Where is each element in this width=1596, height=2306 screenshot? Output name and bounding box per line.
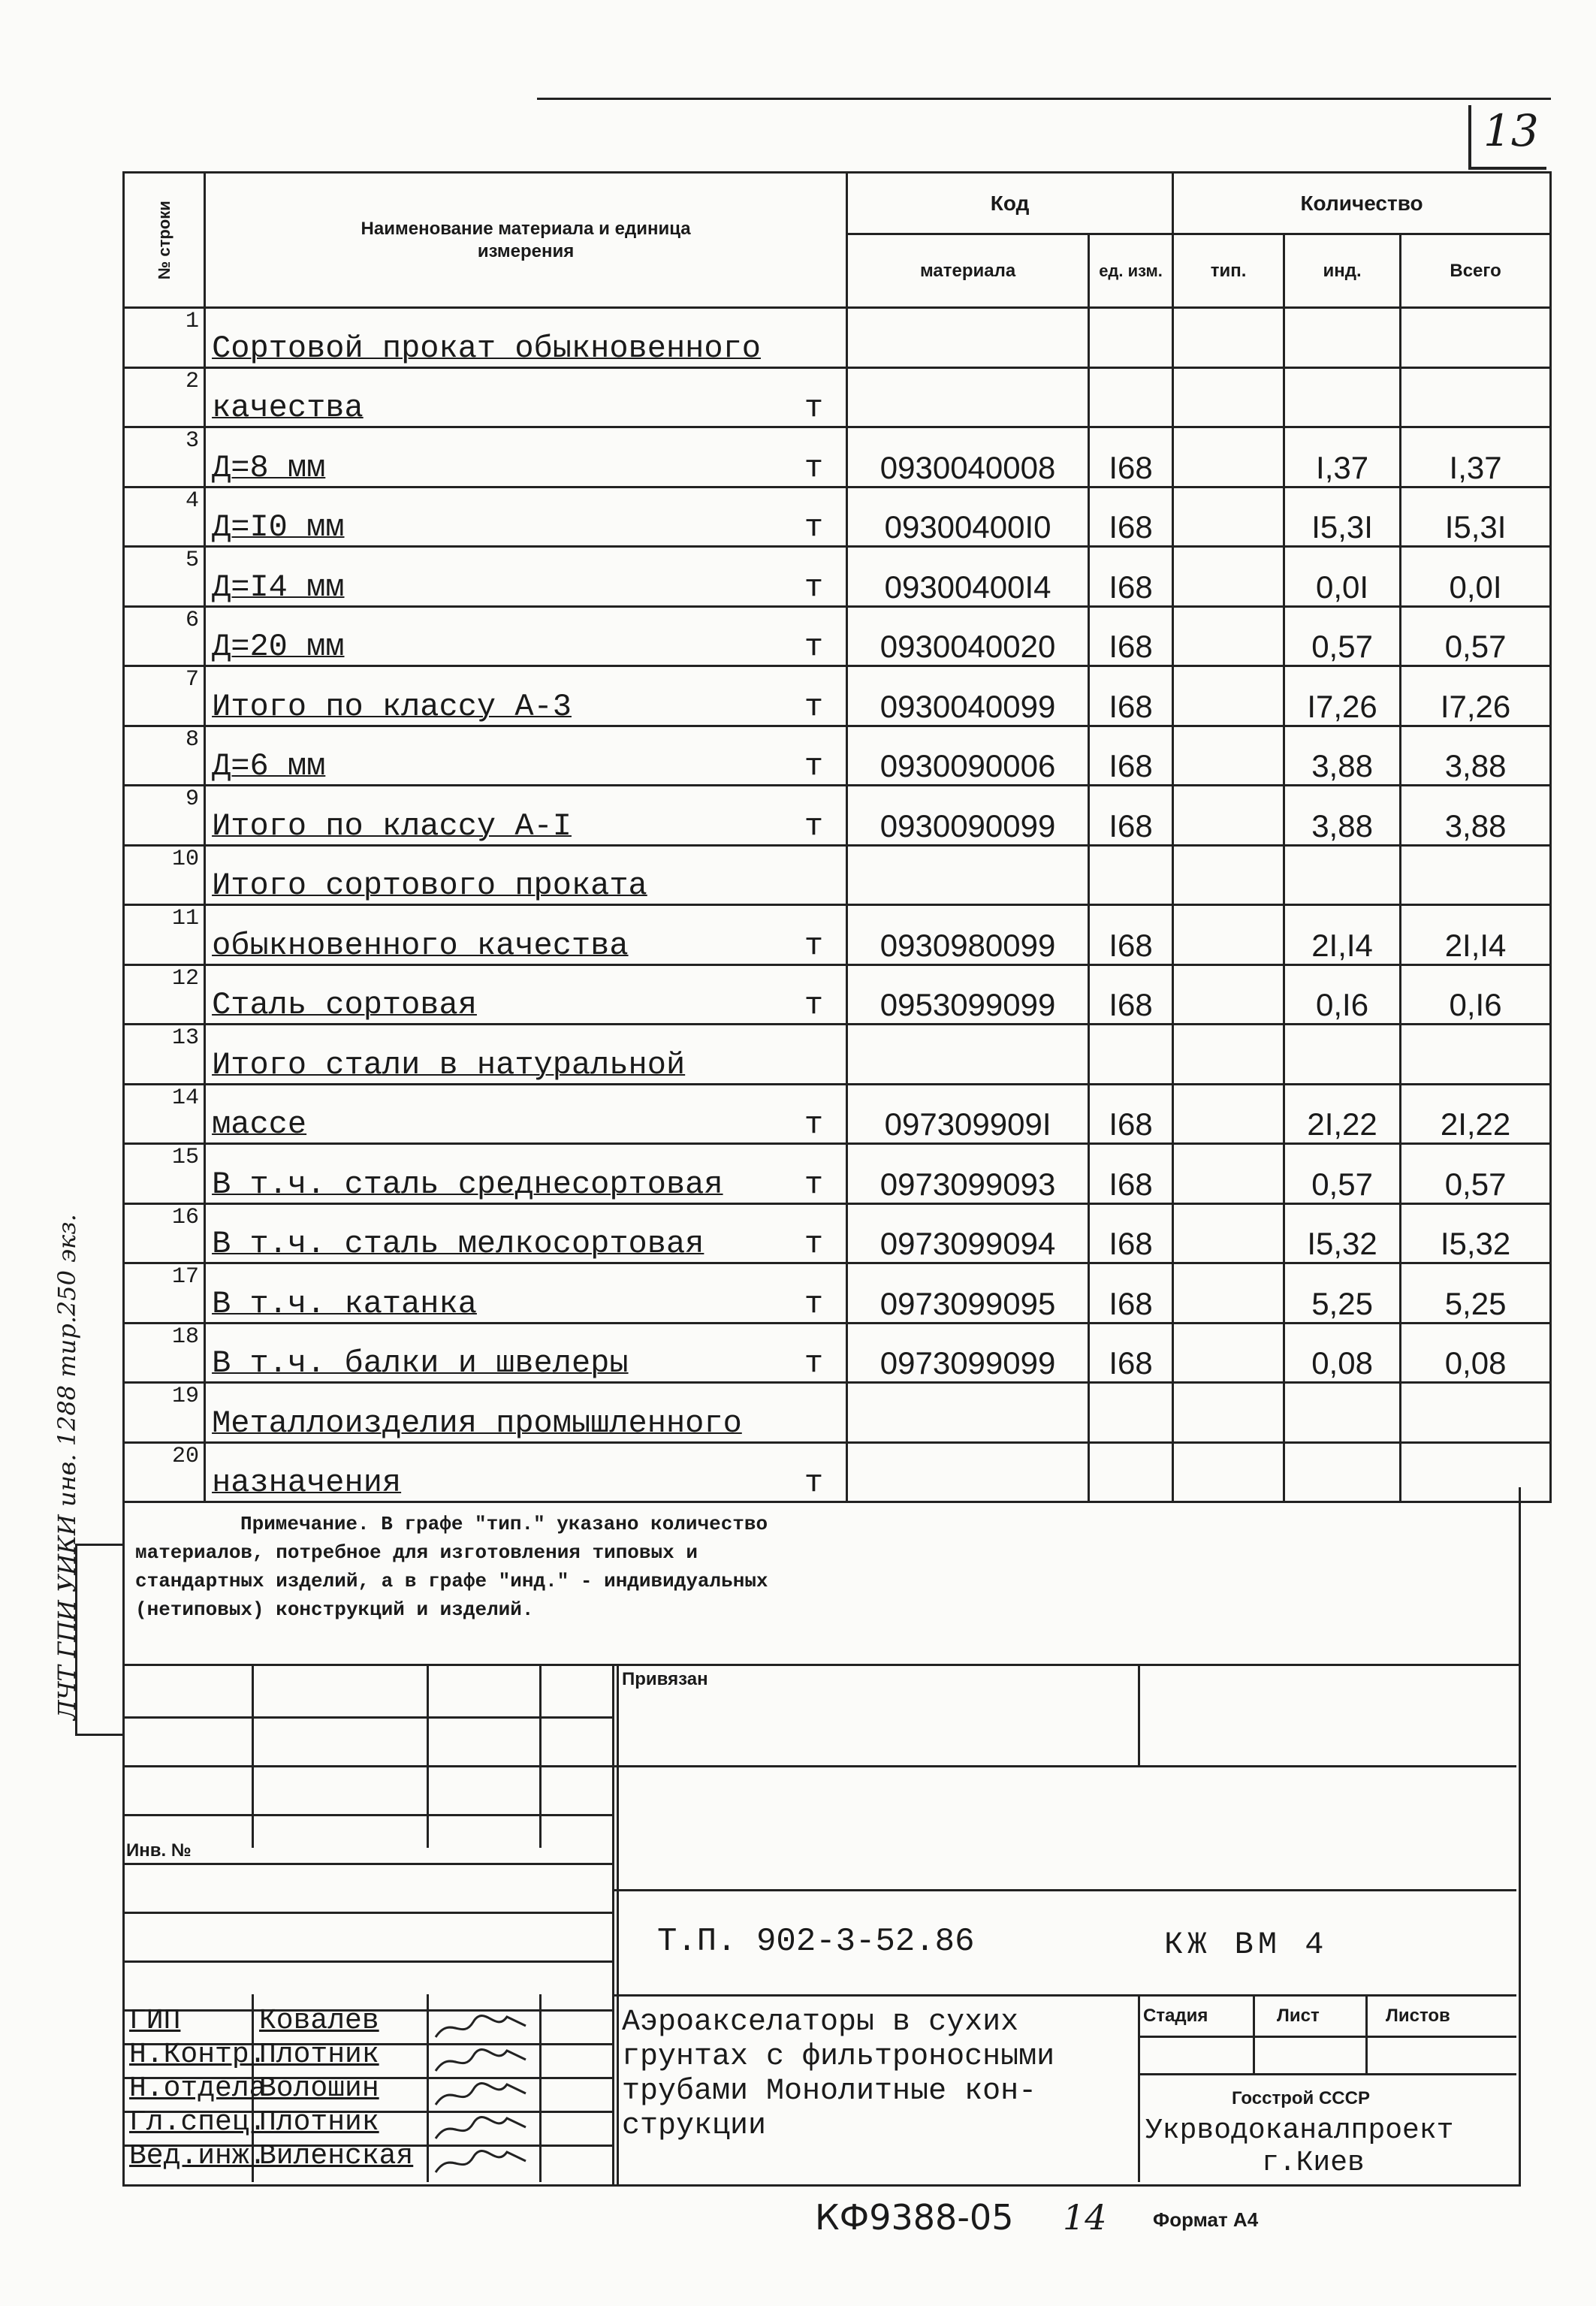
row-number: 9 — [124, 786, 205, 846]
unit-code: I68 — [1089, 666, 1173, 726]
unit-mark: т — [804, 1166, 824, 1203]
qty-typ — [1173, 487, 1284, 547]
unit-mark: т — [804, 1285, 824, 1322]
row-number: 11 — [124, 905, 205, 965]
org-ministry: Госстрой СССР — [1232, 2088, 1370, 2108]
row-number: 16 — [124, 1203, 205, 1263]
unit-mark: т — [804, 1106, 824, 1142]
material-code: 0930090006 — [847, 726, 1089, 786]
unit-mark: т — [804, 1345, 824, 1381]
qty-ind — [1284, 1025, 1401, 1085]
qty-total — [1401, 308, 1551, 368]
table-row — [124, 1263, 1551, 1324]
qty-ind — [1284, 367, 1401, 427]
staff-role: Н.отдела — [129, 2072, 267, 2105]
material-name-cell — [205, 1025, 847, 1085]
qty-total: 2I,22 — [1401, 1084, 1551, 1144]
unit-code — [1089, 1025, 1173, 1085]
qty-typ — [1173, 1084, 1284, 1144]
sheets-label: Листов — [1386, 2006, 1450, 2026]
staff-role: Вед.инж. — [129, 2140, 267, 2172]
material-code: 0930040099 — [847, 666, 1089, 726]
qty-total: I7,26 — [1401, 666, 1551, 726]
row-number: 7 — [124, 666, 205, 726]
qty-total — [1401, 845, 1551, 905]
unit-mark: т — [804, 569, 824, 605]
qty-ind: 0,57 — [1284, 606, 1401, 666]
paper-format: Формат А4 — [1153, 2208, 1259, 2231]
drawing-title — [622, 2006, 1054, 2144]
material-code: 0973099095 — [847, 1263, 1089, 1324]
table-row — [124, 964, 1551, 1025]
qty-ind — [1284, 845, 1401, 905]
note-line-1: Примечание. В графе "тип." указано количество — [240, 1513, 768, 1535]
material-name-cell — [205, 606, 847, 666]
note-line-3: стандартных изделий, а в графе "инд." - индивидуальных — [135, 1570, 768, 1592]
material-name-cell — [205, 964, 847, 1025]
qty-total: 0,57 — [1401, 606, 1551, 666]
qty-ind: I7,26 — [1284, 666, 1401, 726]
title-line-3: трубами Монолитные кон- — [622, 2075, 1037, 2108]
qty-ind: I5,3I — [1284, 487, 1401, 547]
row-number: 10 — [124, 845, 205, 905]
table-row — [124, 367, 1551, 427]
material-name: В т.ч. катанка — [212, 1285, 477, 1322]
staff-name: Волошин — [259, 2072, 379, 2105]
row-number: 1 — [124, 308, 205, 368]
unit-code: I68 — [1089, 1084, 1173, 1144]
unit-mark: т — [804, 509, 824, 545]
unit-code: I68 — [1089, 1323, 1173, 1383]
material-code: 0953099099 — [847, 964, 1089, 1025]
note-block — [135, 1510, 1021, 1624]
table-row — [124, 1383, 1551, 1443]
inventory-number-label: Инв. № — [126, 1840, 192, 1861]
qty-ind: 5,25 — [1284, 1263, 1401, 1324]
unit-mark: т — [804, 927, 824, 964]
unit-code: I68 — [1089, 726, 1173, 786]
row-number: 20 — [124, 1442, 205, 1502]
unit-code: I68 — [1089, 964, 1173, 1025]
signature-icon — [432, 2146, 529, 2179]
top-rule — [537, 98, 1551, 100]
archive-code: КФ9388-05 — [815, 2197, 1014, 2238]
qty-ind: I,37 — [1284, 427, 1401, 487]
unit-code: I68 — [1089, 1144, 1173, 1204]
org-name: Укрводоканалпроект — [1145, 2114, 1454, 2147]
qty-ind: 0,I6 — [1284, 964, 1401, 1025]
unit-code — [1089, 367, 1173, 427]
sheet-label: Лист — [1277, 2006, 1320, 2026]
qty-total: I5,3I — [1401, 487, 1551, 547]
table-row — [124, 1203, 1551, 1263]
staff-name: Плотник — [259, 2106, 379, 2138]
qty-typ — [1173, 1025, 1284, 1085]
unit-mark: т — [804, 807, 824, 844]
table-row — [124, 845, 1551, 905]
qty-total: I5,32 — [1401, 1203, 1551, 1263]
table-row — [124, 606, 1551, 666]
document-mark: КЖ ВМ 4 — [1164, 1927, 1329, 1963]
material-name: обыкновенного качества — [212, 927, 629, 964]
header-code-unit: ед. изм. — [1089, 234, 1173, 308]
staff-name: Плотник — [259, 2039, 379, 2071]
material-name: назначения — [212, 1465, 402, 1501]
material-name: Итого сортового проката — [212, 868, 647, 904]
table-row — [124, 786, 1551, 846]
header-qty-typ: тип. — [1173, 234, 1284, 308]
qty-typ — [1173, 427, 1284, 487]
table-row — [124, 1144, 1551, 1204]
footer-page-number: 14 — [1063, 2197, 1107, 2238]
material-name-cell — [205, 1084, 847, 1144]
material-name: Д=8 мм — [212, 449, 326, 486]
header-code-material: материала — [847, 234, 1089, 308]
row-number: 14 — [124, 1084, 205, 1144]
header-qty-total: Всего — [1401, 234, 1551, 308]
qty-typ — [1173, 905, 1284, 965]
material-name: В т.ч. сталь мелкосортовая — [212, 1226, 704, 1262]
material-name-cell — [205, 367, 847, 427]
note-line-4: (нетиповых) конструкций и изделий. — [135, 1598, 534, 1621]
stage-label: Стадия — [1143, 2006, 1208, 2026]
qty-total: 3,88 — [1401, 726, 1551, 786]
org-city: г.Киев — [1262, 2147, 1365, 2179]
table-row — [124, 308, 1551, 368]
qty-typ — [1173, 845, 1284, 905]
unit-mark: т — [804, 629, 824, 665]
qty-total — [1401, 1383, 1551, 1443]
material-code: 0973099094 — [847, 1203, 1089, 1263]
material-name: Д=I4 мм — [212, 569, 345, 605]
qty-ind: 2I,I4 — [1284, 905, 1401, 965]
row-number: 6 — [124, 606, 205, 666]
header-material-name: Наименование материала и единица измерения — [205, 173, 847, 308]
archive-stamp-text: ЛЧТ ГПИ УИКИ инв. 1288 тир.250 экз. — [53, 1214, 81, 1720]
material-name: Сталь сортовая — [212, 987, 477, 1023]
qty-total: 5,25 — [1401, 1263, 1551, 1324]
qty-total: 0,0I — [1401, 547, 1551, 607]
material-name: Сортовой прокат обыкновенного — [212, 330, 761, 367]
row-number: 5 — [124, 547, 205, 607]
material-name: Итого стали в натуральной — [212, 1046, 686, 1083]
qty-typ — [1173, 547, 1284, 607]
material-code: 0930090099 — [847, 786, 1089, 846]
material-name: В т.ч. балки и швелеры — [212, 1345, 629, 1381]
staff-role: Гл.спец. — [129, 2106, 267, 2138]
material-name-cell — [205, 845, 847, 905]
material-name-cell — [205, 1383, 847, 1443]
header-row-number: № строки — [124, 173, 205, 308]
signature-icon — [432, 2078, 529, 2111]
qty-typ — [1173, 726, 1284, 786]
staff-role: ГИП — [129, 2005, 181, 2037]
row-number: 15 — [124, 1144, 205, 1204]
row-number: 12 — [124, 964, 205, 1025]
row-number: 13 — [124, 1025, 205, 1085]
material-name: Итого по классу А-I — [212, 807, 572, 844]
unit-code: I68 — [1089, 786, 1173, 846]
table-row — [124, 726, 1551, 786]
material-code: 0973099099 — [847, 1323, 1089, 1383]
material-name-cell — [205, 786, 847, 846]
material-name: Д=6 мм — [212, 748, 326, 784]
document-code: Т.П. 902-3-52.86 — [657, 1923, 975, 1960]
table-row — [124, 1084, 1551, 1144]
unit-code: I68 — [1089, 606, 1173, 666]
material-code — [847, 308, 1089, 368]
row-number: 18 — [124, 1323, 205, 1383]
table-row — [124, 905, 1551, 965]
header-code: Код — [847, 173, 1173, 234]
material-name-cell — [205, 666, 847, 726]
qty-total: 0,I6 — [1401, 964, 1551, 1025]
qty-typ — [1173, 606, 1284, 666]
material-name: Д=I0 мм — [212, 509, 345, 545]
material-code: 0930040020 — [847, 606, 1089, 666]
unit-mark: т — [804, 987, 824, 1023]
material-name-cell — [205, 547, 847, 607]
qty-total: 0,08 — [1401, 1323, 1551, 1383]
qty-typ — [1173, 308, 1284, 368]
title-line-4: струкции — [622, 2109, 767, 2143]
qty-total — [1401, 367, 1551, 427]
table-row — [124, 427, 1551, 487]
staff-name: Ковалев — [259, 2005, 379, 2037]
unit-code: I68 — [1089, 487, 1173, 547]
qty-typ — [1173, 786, 1284, 846]
qty-ind — [1284, 1383, 1401, 1443]
material-name-cell — [205, 308, 847, 368]
row-number: 4 — [124, 487, 205, 547]
material-code: 0930980099 — [847, 905, 1089, 965]
material-name-cell — [205, 1144, 847, 1204]
unit-mark: т — [804, 1226, 824, 1262]
privyazan-label: Привязан — [622, 1669, 708, 1689]
signature-icon — [432, 2112, 529, 2145]
row-number: 8 — [124, 726, 205, 786]
material-code — [847, 1025, 1089, 1085]
unit-code: I68 — [1089, 1263, 1173, 1324]
material-name: Итого по классу А-3 — [212, 688, 572, 725]
signature-icon — [432, 2011, 529, 2044]
header-quantity: Количество — [1173, 173, 1551, 234]
unit-code: I68 — [1089, 1203, 1173, 1263]
archive-stamp — [53, 976, 98, 1720]
material-name-cell — [205, 1263, 847, 1324]
row-number: 19 — [124, 1383, 205, 1443]
qty-typ — [1173, 666, 1284, 726]
qty-typ — [1173, 1144, 1284, 1204]
qty-ind: 3,88 — [1284, 726, 1401, 786]
unit-mark: т — [804, 688, 824, 725]
qty-total: 2I,I4 — [1401, 905, 1551, 965]
material-name: Металлоизделия промышленного — [212, 1405, 742, 1441]
qty-ind: 3,88 — [1284, 786, 1401, 846]
unit-code — [1089, 1383, 1173, 1443]
unit-code — [1089, 308, 1173, 368]
row-number: 3 — [124, 427, 205, 487]
material-name: Д=20 мм — [212, 629, 345, 665]
qty-ind: 2I,22 — [1284, 1084, 1401, 1144]
qty-ind: 0,0I — [1284, 547, 1401, 607]
signature-icon — [432, 2045, 529, 2078]
material-code — [847, 367, 1089, 427]
table-row — [124, 1025, 1551, 1085]
material-code: 0973099093 — [847, 1144, 1089, 1204]
qty-total — [1401, 1025, 1551, 1085]
qty-typ — [1173, 1383, 1284, 1443]
material-name: качества — [212, 390, 364, 426]
unit-mark: т — [804, 449, 824, 486]
qty-ind: I5,32 — [1284, 1203, 1401, 1263]
material-code — [847, 1383, 1089, 1443]
qty-typ — [1173, 964, 1284, 1025]
material-name-cell — [205, 1203, 847, 1263]
material-code: 09300400I4 — [847, 547, 1089, 607]
unit-mark: т — [804, 1465, 824, 1501]
unit-code: I68 — [1089, 905, 1173, 965]
unit-mark: т — [804, 390, 824, 426]
table-row — [124, 666, 1551, 726]
material-code: 0930040008 — [847, 427, 1089, 487]
material-code: 097309909I — [847, 1084, 1089, 1144]
note-line-2: материалов, потребное для изготовления типовых и — [135, 1541, 698, 1564]
qty-total: I,37 — [1401, 427, 1551, 487]
qty-typ — [1173, 1203, 1284, 1263]
qty-total: 3,88 — [1401, 786, 1551, 846]
table-row — [124, 547, 1551, 607]
material-code — [847, 845, 1089, 905]
table-row — [124, 487, 1551, 547]
material-name-cell — [205, 1323, 847, 1383]
material-name-cell — [205, 905, 847, 965]
qty-total: 0,57 — [1401, 1144, 1551, 1204]
qty-ind: 0,08 — [1284, 1323, 1401, 1383]
qty-typ — [1173, 367, 1284, 427]
qty-typ — [1173, 1263, 1284, 1324]
staff-name: Виленская — [259, 2140, 414, 2172]
material-spec-table — [122, 171, 1552, 1503]
row-number: 17 — [124, 1263, 205, 1324]
unit-code: I68 — [1089, 427, 1173, 487]
unit-mark: т — [804, 748, 824, 784]
table-row — [124, 1323, 1551, 1383]
material-name-cell — [205, 427, 847, 487]
qty-typ — [1173, 1323, 1284, 1383]
unit-code — [1089, 845, 1173, 905]
qty-ind: 0,57 — [1284, 1144, 1401, 1204]
sheet-number: 13 — [1483, 105, 1539, 156]
row-number: 2 — [124, 367, 205, 427]
unit-code: I68 — [1089, 547, 1173, 607]
material-name-cell — [205, 726, 847, 786]
material-name: массе — [212, 1106, 307, 1142]
material-name: В т.ч. сталь среднесортовая — [212, 1166, 723, 1203]
material-code: 09300400I0 — [847, 487, 1089, 547]
header-qty-ind: инд. — [1284, 234, 1401, 308]
qty-ind — [1284, 308, 1401, 368]
title-line-2: грунтах с фильтроносными — [622, 2040, 1055, 2074]
material-name-cell — [205, 487, 847, 547]
staff-role: Н.Контр. — [129, 2039, 267, 2071]
title-line-1: Аэроакселаторы в сухих — [622, 2006, 1019, 2039]
